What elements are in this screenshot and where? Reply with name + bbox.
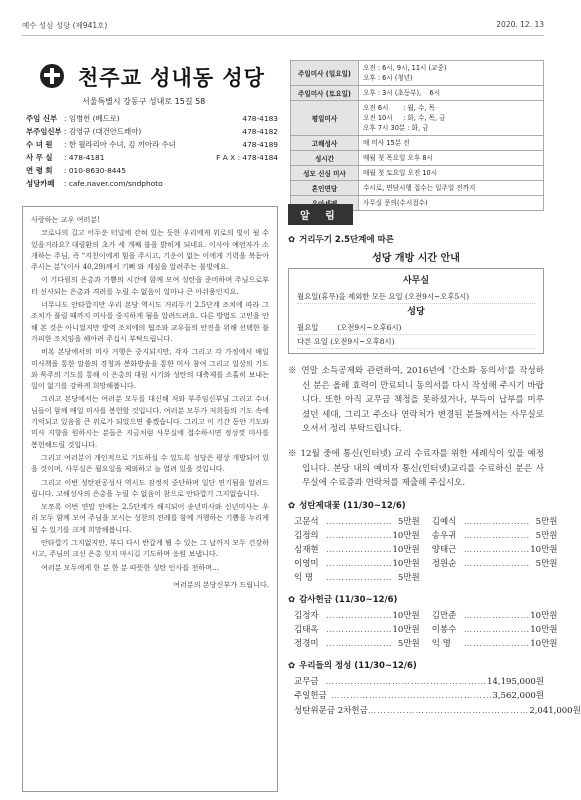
christmas-flower-fund — [288, 499, 558, 585]
issue-number: 예수 성심 성당 (제941호) — [22, 21, 108, 30]
contact-key: 부주임신부 — [26, 127, 62, 136]
church-label: 성당 — [407, 307, 425, 317]
thanksgiving-fund — [288, 593, 558, 651]
issue-date: 2020. 12. 13 — [496, 20, 544, 29]
hours-heading — [288, 233, 544, 245]
donor-row — [432, 529, 558, 543]
schedule-detail: 사무실 문의(수시접수) — [359, 196, 544, 211]
contact-row — [26, 177, 282, 190]
donor-row — [294, 557, 420, 571]
church-address: 서울특별시 강동구 성내로 15길 58 — [82, 97, 206, 106]
donor-row — [432, 609, 558, 623]
donor-amount: 5만원 — [397, 638, 420, 649]
letter-paragraph: 이 기다림의 은총과 기쁨의 시간에 함께 모여 성탄을 준비하며 주님으로부터 선사되는 은총과 격려를 누릴 수 없음이 얼마나 큰 아쉬움인지요. — [31, 275, 269, 296]
donor-amount: 5만원 — [535, 516, 558, 527]
schedule-line: 오전 6시 : 월, 수, 목 — [363, 104, 435, 112]
donor-row — [432, 557, 558, 571]
contact-key: 연 령 회 — [26, 166, 53, 175]
donor-amount: 10만원 — [530, 544, 558, 555]
letter-paragraph: 그리고 여러분이 개인적으로 기도하실 수 있도록 성당은 평상 개방되어 있을 것이며, 사무실은 월요일을 제외하고 늘 열려 있을 것입니다. — [31, 452, 269, 474]
letter-paragraph: 그리고 이번 성탄판공성사 역시도 잠정적 중단하며 일단 연기됨을 알려드립니다. 고해성사의 은총을 누릴 수 없음이 참으로 안타깝기 그지없습니다. — [31, 477, 269, 498]
letter-paragraph: 비록 본당에서의 미사 거행은 중지되지만, 각자 그리고 각 가정에서 매일 미사책을 통한 말씀의 경청과 봉화방송을 통한 미사 참여 그리고 일상의 기도와 묵주의 기도를 통해 이 은총의 대림 시기와 성탄의 대축제를 소홀히 보내는 일이 없기를 강하게 희망해봅니다. — [31, 347, 269, 391]
donor-row — [294, 623, 420, 637]
donor-name: 정원순 — [431, 558, 457, 569]
schedule-label: 성시간 — [291, 151, 359, 166]
notices-section — [288, 204, 581, 718]
donor-name: 익 명 — [294, 572, 314, 583]
church-hours: 다른 요일 (오전9시~오후8시) — [297, 335, 535, 349]
donor-name: 김정자 — [294, 610, 319, 621]
offering-summary — [288, 659, 581, 719]
contact-row — [26, 112, 282, 125]
thanks-fund-list — [294, 609, 558, 651]
donor-amount: 10만원 — [530, 610, 558, 621]
contact-row — [26, 151, 282, 164]
donor-amount: 5만원 — [535, 558, 558, 569]
cafe-link[interactable]: : cafe.naver.com/sndphoto — [64, 179, 163, 188]
schedule-line: 오전 : 6시, 9시, 11시 (교중) — [363, 64, 447, 72]
donor-row — [432, 543, 558, 557]
donor-row — [432, 623, 558, 637]
contact-value: : 임병헌 (베드로) — [64, 114, 120, 123]
schedule-label: 주일미사 (토요일) — [291, 86, 359, 101]
contact-phone: 478-4182 — [242, 127, 278, 136]
thanks-fund-heading — [288, 593, 544, 605]
schedule-label: 고해성사 — [291, 136, 359, 151]
hours-heading-text: 거리두기 2.5단계에 따른 — [299, 235, 395, 245]
letter-paragraph: 너무나도 안타깝지만 우리 본당 역시도 거리두기 2.5단계 조치에 따라 그 조치가 풀릴 때까지 미사를 중지하게 됨을 알려드려요. 다른 방법도 고민을 안해 본 것은 아니었지만 방역 조치에의 협조와 교우들의 안전을 위해 선택한 불가피한 조치임을 헤아려 주십시 부탁드립니다. — [31, 300, 269, 343]
contact-value: : 478-4181 — [64, 153, 105, 162]
dot-leader: ………………… — [326, 544, 393, 555]
offering-heading-text: 우리들의 정성 (11/30~12/6) — [299, 660, 417, 671]
contact-row — [26, 138, 282, 151]
letter-signature: 여러분의 본당신부가 드립니다. — [173, 579, 269, 589]
donor-name: 이영미 — [294, 558, 319, 569]
issue-header — [22, 16, 544, 36]
flower-bullet-icon: ✿ — [288, 500, 296, 511]
donor-amount: 10만원 — [392, 530, 420, 541]
donor-name: 익 명 — [431, 638, 451, 649]
letter-paragraph: 모쪼록 이번 연말 안에는 2.5단계가 해지되어 송년미사와 신년미사는 우리 모두 함께 모여 주님을 모시는 성찬의 전례를 함께 거행하는 기쁨을 누리게 될 수 있기를 크게 희망해봅니다. — [31, 502, 269, 534]
christmas-fund-heading — [288, 499, 544, 511]
dot-leader: …………………………………………… — [367, 705, 530, 716]
offering-amount: 14,195,000원 — [487, 676, 544, 687]
donor-name: 송우귀 — [431, 530, 457, 541]
schedule-label: 평일미사 — [291, 101, 359, 136]
contact-fax: F A X : 478-4184 — [216, 153, 278, 162]
contact-value: : 한 월라리아 수녀, 김 끼아라 수녀 — [64, 140, 176, 149]
church-info — [22, 44, 284, 188]
donor-name: 이봉수 — [431, 624, 457, 635]
contact-key: 사 무 실 — [26, 153, 53, 162]
donor-row — [294, 609, 420, 623]
donor-amount: 5만원 — [397, 572, 420, 583]
donor-amount: 5만원 — [535, 530, 558, 541]
schedule-row — [291, 166, 544, 181]
flower-bullet-icon: ✿ — [288, 594, 296, 605]
donor-name: 김만준 — [431, 610, 457, 621]
dot-leader: ………………… — [326, 610, 393, 621]
contact-row — [26, 164, 282, 177]
letter-paragraph: 여러분 모두에게 한 분 한 분 따뜻한 성탄 인사를 전하며… — [41, 562, 220, 572]
schedule-detail: 매월 첫 목요일 오후 8시 — [359, 151, 544, 166]
schedule-detail — [359, 61, 544, 86]
christmas-fund-list — [294, 515, 558, 585]
donor-row — [294, 529, 420, 543]
contact-value: : 010-8630-8445 — [64, 166, 126, 175]
letter-paragraph: 안타깝기 그지없지만, 부디 다시 반갑게 뵐 수 있는 그 날까지 모두 건강하시고, 주님의 크신 은총 잊지 마시길 기도하며 응원 보냅니다. — [31, 538, 269, 559]
baptism-notice: ※ 12월 중에 통신(인터넷) 교리 수료자를 위한 세례식이 있을 예정입니다. 본당 내의 예비자 통신(인터넷)교리를 수료하신 분은 사무실에 수료증과 연락처를 제출해 주십시오. — [288, 448, 544, 489]
donor-name: 김정의 — [294, 530, 319, 541]
offering-name: 주일헌금 — [294, 691, 327, 702]
donor-amount: 10만원 — [392, 558, 420, 569]
donor-amount: 5만원 — [397, 516, 420, 527]
donor-amount: 10만원 — [392, 624, 420, 635]
schedule-detail — [359, 101, 544, 136]
donor-row — [432, 515, 558, 529]
church-name: 천주교 성내동 성당 — [78, 65, 265, 90]
schedule-row — [291, 61, 544, 86]
hours-title: 성당 개방 시간 안내 — [372, 253, 460, 264]
church-hours: 월요일 (오전9시~오후6시) — [297, 321, 535, 335]
offering-amount: 2,041,000원 — [529, 705, 581, 716]
donor-name: 심재현 — [294, 544, 319, 555]
offering-name: 교무금 — [294, 676, 319, 687]
dot-leader: ………………… — [463, 610, 531, 621]
schedule-detail: 매월 첫 토요일 오전 10시 — [359, 166, 544, 181]
donor-amount: 10만원 — [392, 610, 420, 621]
schedule-line: 오후 : 3시 (초등부), 6시 — [363, 89, 441, 97]
offering-amount: 3,562,000원 — [492, 691, 544, 702]
schedule-label: 성모 신심 미사 — [291, 166, 359, 181]
schedule-detail: 수시로, 면담시행 접수는 일주일 전까지 — [359, 181, 544, 196]
donor-name: 김태옥 — [294, 624, 319, 635]
notices-title: 알 림 — [288, 204, 353, 225]
donor-name: 고문석 — [294, 516, 319, 527]
donor-amount: 10만원 — [530, 624, 558, 635]
dot-leader: ………………… — [326, 530, 393, 541]
christmas-fund-heading-text: 성탄제대꽃 (11/30~12/6) — [299, 500, 406, 511]
dot-leader: ………………… — [463, 516, 531, 527]
contact-value: : 김영규 (대건안드레아) — [64, 127, 142, 136]
donor-amount: 10만원 — [392, 544, 420, 555]
donor-row — [432, 637, 558, 651]
pastor-letter — [22, 206, 278, 792]
schedule-row — [291, 101, 544, 136]
letter-paragraph: 그리고 본당에서는 여러분 모두를 대신해 저와 부주임신부님 그리고 수녀님들이 함께 매일 미사를 봉헌할 것입니다. 여러분 모두가 저희들의 기도 속에 기억되고 있음을 큰 위로가 되었으면 좋겠습니다. 그리고 이 기간 동안 기도와 미사 지향을 원하시는 분들은 지금처럼 사무실에 접수하시면 정성껏 미사를 봉헌해드릴 것입니다. — [31, 394, 269, 449]
offering-name: 성탄위문금 2차헌금 — [294, 705, 368, 716]
schedule-line: 오전 10시 : 화, 수, 목, 금 — [363, 114, 446, 122]
dot-leader: …………………………………………… — [331, 691, 493, 702]
opening-hours-box — [288, 268, 544, 354]
donor-row — [294, 543, 420, 557]
dot-leader: ………………… — [463, 624, 531, 635]
tax-notice: ※ 연말 소득공제와 관련하여, 2016년에 '간소화 동의서'를 작성하신 분은 올해 효력이 만료되니 동의서를 다시 작성해 주시기 바랍니다. 또한 아직 교무금 책정을 못하셨거나, 부득이 납부를 미루셨던 세대, 그리고 주소나 연락처가 변경된 분들께서는 사무실로 오셔서 정리 부탁드립니다. — [288, 366, 544, 435]
schedule-detail: 매 미사 15분 전 — [359, 136, 544, 151]
schedule-label: 혼인면담 — [291, 181, 359, 196]
letter-paragraph: 코로나의 길고 어두운 터널에 갇혀 있는 듯한 우리에게 위로의 빛이 될 수 있을거라요? 대림환의 초가 세 개째 불을 밝히게 되네요. 이사야 예언자가 소개하는 주님, 즉 "지친이에게 힘을 주시고, 기운이 없는 이에게 기력을 북돋아주시는 분"(이사 40,29)께서 기뻐 와 계심을 알려주는 불빛에요. — [31, 228, 269, 272]
letter-greeting: 사랑하는 교우 여러분! — [31, 215, 101, 224]
schedule-line: 오후 7시 30분 : 화, 금 — [363, 124, 429, 132]
church-cross-logo-icon — [40, 64, 64, 88]
donor-amount: 10만원 — [530, 638, 558, 649]
contact-phone: 478-4189 — [242, 140, 278, 149]
contact-list — [26, 112, 282, 190]
donor-row — [294, 571, 420, 585]
dot-leader: …………………………………………… — [325, 676, 488, 687]
dot-leader: ………………… — [326, 516, 393, 527]
donor-name: 양태근 — [431, 544, 457, 555]
contact-key: 수 녀 원 — [26, 140, 53, 149]
offering-row — [294, 704, 581, 719]
schedule-row — [291, 181, 544, 196]
dot-leader: ………………… — [463, 558, 531, 569]
donor-row — [294, 515, 420, 529]
office-label: 사무실 — [402, 276, 430, 286]
flower-bullet-icon: ✿ — [288, 660, 296, 671]
schedule-row — [291, 86, 544, 101]
office-hours: 월요일(휴무)을 제외한 모든 요일 (오전9시~오후5시) — [297, 290, 535, 304]
donor-name: 김예식 — [431, 516, 457, 527]
thanks-fund-heading-text: 감사헌금 (11/30~12/6) — [299, 594, 398, 605]
dot-leader: ………………… — [326, 572, 393, 583]
dot-leader: ………………… — [463, 638, 531, 649]
donor-name: 정경미 — [294, 638, 319, 649]
offering-row — [294, 689, 544, 704]
offering-heading — [288, 659, 544, 671]
dot-leader: ………………… — [326, 638, 393, 649]
contact-row — [26, 125, 282, 138]
donor-row — [294, 637, 420, 651]
schedule-detail — [359, 86, 544, 101]
flower-bullet-icon: ✿ — [288, 235, 296, 245]
dot-leader: ………………… — [463, 530, 531, 541]
schedule-label: 주일미사 (일요일) — [291, 61, 359, 86]
contact-key: 주임 신부 — [26, 114, 58, 123]
contact-phone: 478-4183 — [242, 114, 278, 123]
offering-row — [294, 675, 544, 690]
dot-leader: ………………… — [326, 558, 393, 569]
schedule-line: 오후 : 6시 (청년) — [363, 74, 413, 82]
offering-list — [294, 675, 581, 719]
dot-leader: ………………… — [326, 624, 393, 635]
mass-schedule-table — [290, 60, 544, 211]
schedule-row — [291, 136, 544, 151]
schedule-row — [291, 151, 544, 166]
contact-key: 성당카페 — [26, 179, 55, 188]
dot-leader: ………………… — [463, 544, 531, 555]
